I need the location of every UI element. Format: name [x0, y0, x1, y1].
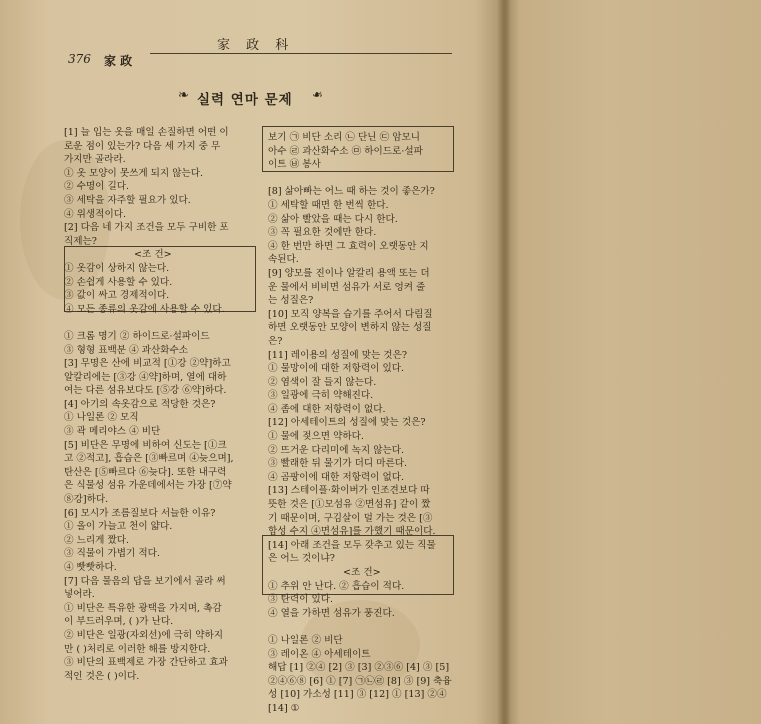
- text-line: 적인 것은 ( )이다.: [64, 670, 140, 682]
- book-gutter: [497, 0, 511, 724]
- text-line: 탄산은 [⑤빠르다 ⑥늦다]. 또한 내구력: [64, 466, 227, 478]
- right-blank-page: [505, 0, 761, 724]
- text-line: <조 건>: [343, 567, 381, 578]
- text-line: ④ 한 번만 하면 그 효력이 오랫동안 지: [268, 240, 429, 252]
- ornament-left-icon: ❧: [178, 88, 189, 103]
- text-line: [268, 620, 452, 634]
- text-line: 직제는?: [64, 235, 97, 247]
- text-line: [2] 다음 네 가지 조건을 모두 구비한 포: [64, 222, 229, 234]
- text-line: ② 손쉽게 사용할 수 있다.: [64, 276, 173, 288]
- text-line: ③ 직물이 가볍기 적다.: [64, 548, 160, 560]
- text-line: [268, 172, 452, 186]
- text-line: [3] 무명은 산에 비교적 [①강 ②약]하고: [64, 358, 231, 370]
- text-line: ④ 빳빳하다.: [64, 562, 117, 573]
- text-line: [7] 다음 물음의 답을 보기에서 골라 써: [64, 575, 226, 587]
- text-line: 만 ( )처리로 이러한 해를 방지한다.: [64, 643, 211, 655]
- text-line: 은 어느 것이냐?: [268, 553, 335, 565]
- text-line: ② 수명이 길다.: [64, 181, 130, 193]
- text-line: ① 옷 모양이 못쓰게 되지 않는다.: [64, 167, 204, 179]
- text-line: [6] 모시가 조름질보다 서늘한 이유?: [64, 507, 216, 519]
- left-text-column: [64, 126, 234, 683]
- text-line: 는 성질은?: [268, 295, 314, 307]
- text-line: 가지만 골라라.: [64, 154, 126, 166]
- text-line: ③ 비단의 표백제로 가장 간단하고 효과: [64, 657, 228, 669]
- text-line: ③ 곽 메리야스 ④ 비단: [64, 426, 161, 438]
- text-line: [13] 스테이플·화이버가 인조견보다 따: [268, 485, 430, 497]
- text-line: 알칼리에는 [③강 ④약]하며, 열에 대하: [64, 371, 227, 383]
- text-line: 성 [10] 가소성 [11] ③ [12] ① [13] ②④: [268, 689, 447, 701]
- text-line: 여는 다른 섬유보다도 [⑤강 ⑥약]하다.: [64, 385, 227, 397]
- text-line: [4] 아기의 속옷감으로 적당한 것은?: [64, 398, 216, 410]
- text-line: ① 물망이에 대한 저항력이 있다.: [268, 363, 405, 375]
- text-line: [14] ①: [268, 702, 300, 714]
- text-line: ② 비단은 일광(자외선)에 극히 약하지: [64, 629, 224, 641]
- text-line: 하면 오랫동안 모양이 변하지 않는 성질: [268, 322, 432, 334]
- page-number: 376: [68, 52, 91, 66]
- text-line: 합성 수지 ④면섬유]를 가했기 때문이다.: [268, 526, 436, 538]
- text-line: 고 ②적고], 흡습은 [③빠르며 ④늦으며],: [64, 453, 234, 465]
- text-line: 은?: [268, 335, 283, 347]
- header-rule: [150, 53, 452, 54]
- text-line: [64, 316, 234, 330]
- text-line: [8] 삶아빠는 어느 때 하는 것이 좋은가?: [268, 186, 435, 198]
- text-line: ① 물에 젖으면 약하다.: [268, 431, 364, 443]
- text-line: 로운 점이 있는가? 다음 세 가지 중 무: [64, 140, 221, 152]
- text-line: [5] 비단은 무명에 비하여 신도는 [①크: [64, 439, 227, 451]
- text-line: ① 크롬 명기 ② 하이드로·설파이드: [64, 330, 210, 342]
- text-line: ② 삶아 빨았을 때는 다시 한다.: [268, 213, 398, 225]
- ornament-right-icon: ❧: [312, 88, 323, 103]
- text-line: ②④⑥⑧ [6] ① [7] ㉠㉡㉣ [8] ③ [9] 축융: [268, 675, 452, 687]
- text-line: ① 나일론 ② 모직: [64, 412, 139, 424]
- text-line: ① 올이 가늘고 천이 얇다.: [64, 521, 173, 533]
- text-line: ③ 세탁을 자주할 필요가 있다.: [64, 194, 191, 206]
- text-line: 기 때문이며, 구김살이 덜 가는 것은 [③: [268, 512, 433, 524]
- text-line: 이 부드러우며, ( )가 난다.: [64, 616, 174, 628]
- text-line: 아수 ㉣ 과산화수소 ㉤ 하이드로·설파: [268, 145, 423, 157]
- text-line: [10] 모직 양복을 습기를 주어서 다림질: [268, 308, 433, 320]
- text-line: ② 염색이 잘 들지 않는다.: [268, 376, 377, 388]
- text-line: [11] 레이용의 성질에 맞는 것은?: [268, 349, 407, 361]
- text-line: ③ 형형 표백분 ④ 과산화수소: [64, 344, 189, 356]
- text-line: ① 비단은 특유한 광택을 가지며, 촉감: [64, 602, 222, 614]
- text-line: ③ 탄력이 있다.: [268, 594, 334, 606]
- text-line: 운 물에서 비비면 섬유가 서로 엉켜 줄: [268, 281, 426, 293]
- text-line: [9] 양모를 진이나 알칼리 용액 또는 더: [268, 267, 430, 279]
- text-line: ④ 좀에 대한 저항력이 없다.: [268, 403, 386, 415]
- text-line: ④ 모든 종류의 옷감에 사용할 수 있다.: [64, 303, 225, 315]
- text-line: ① 세탁할 때면 한 번씩 한다.: [268, 199, 389, 211]
- text-line: ② 느리게 짰다.: [64, 534, 130, 546]
- text-line: 은 식물성 섬유 가운데에서는 가장 [⑦약: [64, 480, 232, 492]
- section-title: 실력 연마 문제: [197, 92, 293, 108]
- text-line: 해답 [1] ②④ [2] ③ [3] ②③⑥ [4] ③ [5]: [268, 662, 450, 674]
- text-line: ③ 일광에 극히 약해진다.: [268, 390, 374, 402]
- text-line: 이트 ㉥ 봉사: [268, 159, 321, 171]
- text-line: ① 나일론 ② 비단: [268, 634, 343, 646]
- running-header: 家 政 科: [217, 38, 295, 53]
- text-line: ⑧강]하다.: [64, 494, 109, 506]
- text-line: [1] 늘 입는 옷을 매일 손질하면 어떤 이: [64, 127, 229, 138]
- text-line: ③ 값이 싸고 경제적이다.: [64, 290, 170, 302]
- text-line: ④ 열을 가하면 섬유가 풍진다.: [268, 607, 395, 619]
- text-line: ③ 꼭 필요한 것에만 한다.: [268, 227, 377, 239]
- text-line: ② 뜨거운 다리미에 녹지 않는다.: [268, 444, 405, 456]
- text-line: ③ 레이온 ④ 아세테이트: [268, 648, 371, 660]
- text-line: ① 옷감이 상하지 않는다.: [64, 262, 170, 274]
- page-category: 家 政: [104, 54, 133, 68]
- text-line: ④ 위생적이다.: [64, 208, 127, 220]
- text-line: 뜻한 것은 [①모섬유 ②면섬유] 같이 짰: [268, 499, 431, 511]
- text-line: 속된다.: [268, 254, 299, 266]
- text-line: ① 추위 안 난다. ② 흡습이 적다.: [268, 580, 405, 592]
- text-line: 보기 ㉠ 비단 소리 ㉡ 단닌 ㉢ 암모니: [268, 132, 421, 143]
- text-line: 넣어라.: [64, 589, 95, 601]
- text-line: [14] 아래 조건을 모두 갖추고 있는 직물: [268, 539, 436, 551]
- right-text-column: [268, 131, 452, 716]
- text-line: <조 건>: [134, 249, 172, 261]
- text-line: ③ 빨래한 뒤 물기가 더디 마른다.: [268, 458, 408, 470]
- text-line: ④ 곰팡이에 대한 저항력이 없다.: [268, 471, 405, 483]
- text-line: [12] 아세테이트의 성질에 맞는 것은?: [268, 417, 426, 429]
